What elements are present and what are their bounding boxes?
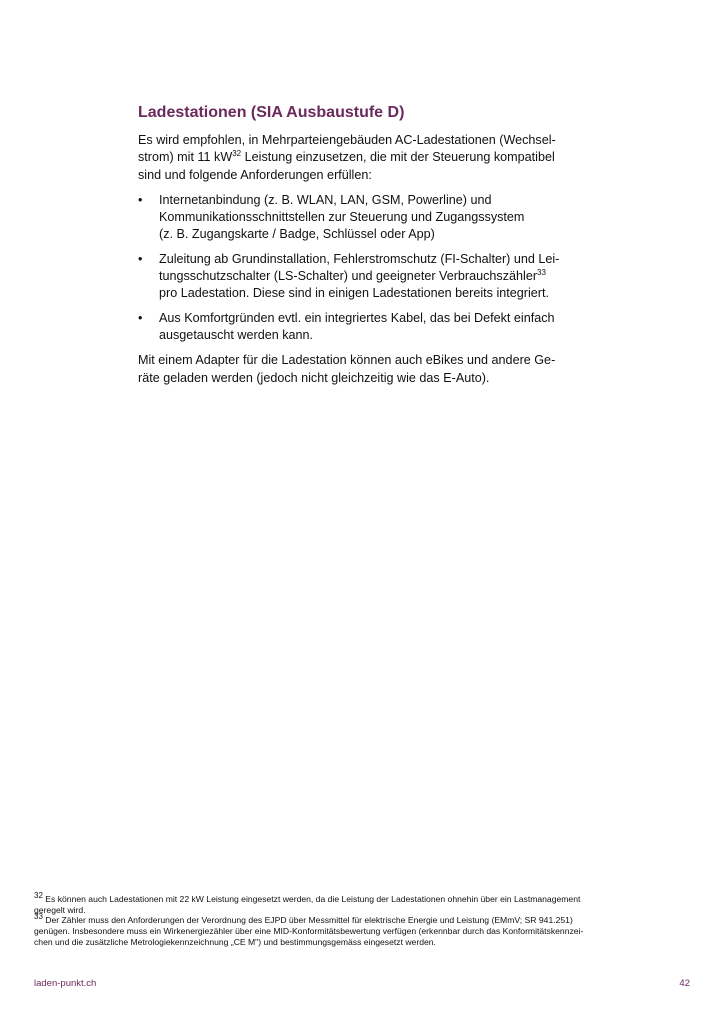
footnote-number: 33 xyxy=(34,912,43,922)
footnote-33 xyxy=(34,912,694,947)
bullet-icon: • xyxy=(138,310,143,325)
closing-line-2: räte geladen werden (jedoch nicht gleichzeitig wie das E-Auto). xyxy=(138,370,490,385)
footnote-text: chen und die zusätzliche Metrologiekennzeichnung „CE M") und bestimmungsgemäss eingesetzt werden. xyxy=(34,936,436,947)
footnote-text: Es können auch Ladestationen mit 22 kW Leistung eingesetzt werden, da die Leistung der Ladestationen ohnehin über ein Lastmanagement xyxy=(42,894,581,904)
list-item xyxy=(138,251,590,303)
list-item-line: (z. B. Zugangskarte / Badge, Schlüssel oder App) xyxy=(159,227,435,242)
list-item-line: Kommunikationsschnittstellen zur Steuerung und Zugangssystem xyxy=(159,210,525,225)
requirements-list xyxy=(138,192,590,344)
footer-site-link[interactable]: laden-punkt.ch xyxy=(34,978,97,989)
intro-line-2b: Leistung einzusetzen, die mit der Steuerung kompatibel xyxy=(241,150,555,165)
list-item-line: Aus Komfortgründen evtl. ein integriertes Kabel, das bei Defekt einfach xyxy=(159,310,555,325)
page-number: 42 xyxy=(679,978,690,989)
section-heading: Ladestationen (SIA Ausbaustufe D) xyxy=(138,104,405,121)
footnote-text: genügen. Insbesondere muss ein Wirkenergiezähler über eine MID-Konformitätsbewertung verfügen (erkennbar durch das Konformitätskennzei- xyxy=(34,926,584,937)
footnotes xyxy=(34,891,694,948)
closing-paragraph xyxy=(138,352,590,387)
intro-line-3: sind und folgende Anforderungen erfüllen: xyxy=(138,167,372,182)
list-item xyxy=(138,310,590,345)
bullet-icon: • xyxy=(138,192,143,207)
list-item-line: pro Ladestation. Diese sind in einigen Ladestationen bereits integriert. xyxy=(159,286,549,301)
main-content xyxy=(138,103,590,395)
list-item-line: Zuleitung ab Grundinstallation, Fehlerstromschutz (FI-Schalter) und Lei- xyxy=(159,251,560,266)
footnote-32 xyxy=(34,891,694,915)
list-item-line: tungsschutzschalter (LS-Schalter) und geeigneter Verbrauchszähler xyxy=(159,269,538,284)
intro-line-2a: strom) mit 11 kW xyxy=(138,150,233,165)
footnote-ref-33[interactable]: 33 xyxy=(537,267,546,277)
list-item xyxy=(138,192,590,244)
footnote-number: 32 xyxy=(34,891,43,901)
footnote-text: Der Zähler muss den Anforderungen der Verordnung des EJPD über Messmittel für elektrische Energie und Leistung (EMmV; SR 941.251) xyxy=(42,915,573,926)
intro-line-1: Es wird empfohlen, in Mehrparteiengebäuden AC-Ladestationen (Wechsel- xyxy=(138,133,556,147)
bullet-icon: • xyxy=(138,251,143,266)
intro-paragraph xyxy=(138,132,590,184)
list-item-line: Internetanbindung (z. B. WLAN, LAN, GSM, Powerline) und xyxy=(159,192,492,207)
footnote-text: geregelt wird. xyxy=(34,904,86,915)
footnote-ref-32[interactable]: 32 xyxy=(232,149,242,159)
closing-line-1: Mit einem Adapter für die Ladestation können auch eBikes und andere Ge- xyxy=(138,353,556,368)
list-item-line: ausgetauscht werden kann. xyxy=(159,327,314,342)
